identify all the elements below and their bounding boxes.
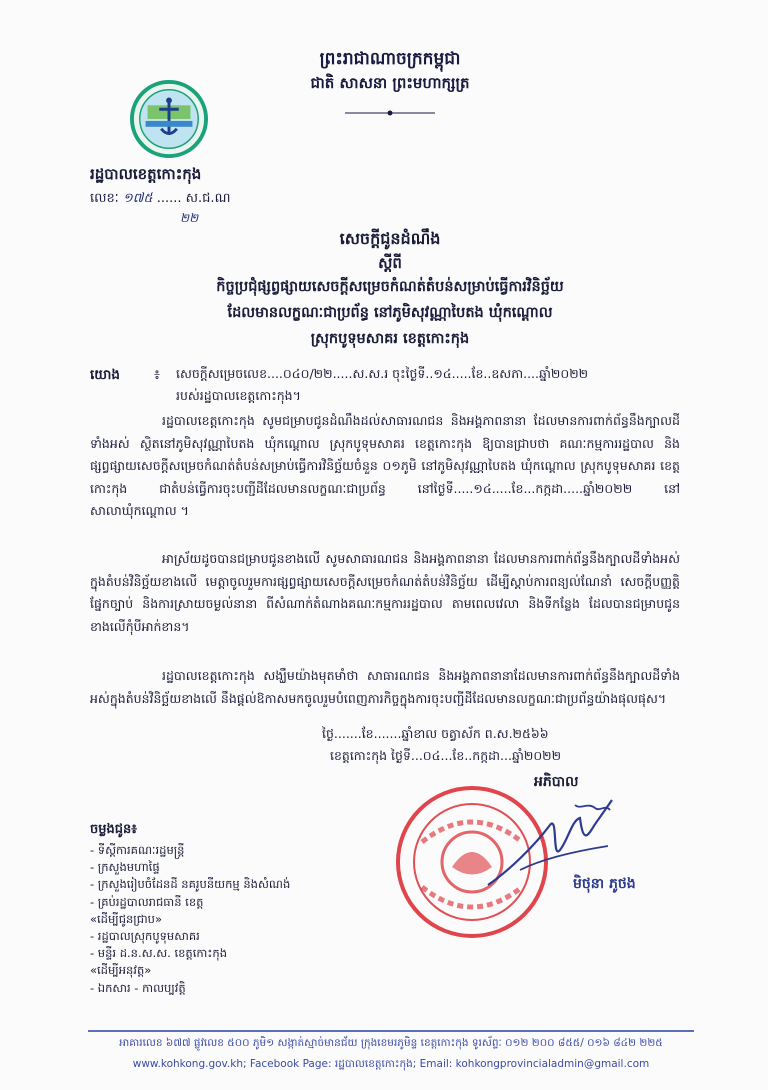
notice-about: ស្តីពី: [378, 254, 402, 272]
body-paragraph-3: រដ្ឋបាលខេត្តកោះកុង សង្ឃឹមយ៉ាងមុតមាំថា សាធារណជន និងអង្គភាពនានាដែលមានការពាក់ព័ន្ធនឹងក្បាលដីទាំងអស់ក្នុងតំបន់វិនិច្ឆ័យខាងលើ នឹងផ្តល់ឱកាសមកចូលរួមបំពេញភារកិច្ចក្នុងការចុះបញ្ជីដីដែលមានលក្ខណៈជាប្រព័ន្ធយ៉ាងផុលផុស។: [90, 668, 680, 706]
reference-line1: សេចក្តីសម្រេចលេខ....០៤០/២២.....ស.ស.រ ចុះថ្ងៃទី..១៤.....ខែ..ឧសភា....ឆ្នាំ២០២២: [176, 366, 589, 381]
body-paragraph-2: អាស្រ័យដូចបានជម្រាបជូនខាងលើ សូមសាធារណជន និងអង្គភាពនានា ដែលមានការពាក់ព័ន្ធនឹងក្បាលដីទាំងអស់ក្នុងតំបន់វិនិច្ឆ័យខាងលើ មេត្តាចូលរួមការផ្សព្វផ្សាយសេចក្តីសម្រេចកំណត់តំបន់វិនិច្ឆ័យ ដើម្បីស្តាប់ការពន្យល់ណែនាំ សេចក្តីបញ្ញត្តិផ្នែកច្បាប់ និងការស្រាយចម្ងល់នានា ពីសំណាក់តំណាងគណៈកម្មការរដ្ឋបាល តាមពេលវេលា និងទីកន្លែង ដែលបានជម្រាបជូនខាងលើកុំបីអាក់ខាន។: [90, 551, 680, 634]
reference-colon: ៖: [154, 367, 160, 383]
notice-title: សេចក្តីជូនដំណឹង: [339, 229, 441, 248]
reference-number: លេខៈ ១៧៥ ...... ស.ជ.ណ: [90, 191, 231, 206]
signatory-name: មិថុនា ភូថង: [573, 876, 636, 892]
signatory-title: អភិបាល: [534, 774, 579, 790]
ref-suffix: ស.ជ.ណ: [185, 191, 231, 206]
recipient-item: - ឯកសារ - កាលប្បវត្តិ: [90, 980, 186, 995]
notice-subject-line2: ដែលមានលក្ខណៈជាប្រព័ន្ធ នៅភូមិសុវណ្ណាបៃតង ឃុំកណ្តោល: [227, 304, 553, 321]
reference-line2: របស់រដ្ឋបាលខេត្តកោះកុង។: [176, 388, 301, 403]
national-motto: ជាតិ សាសនា ព្រះមហាក្សត្រ: [310, 74, 470, 92]
ref-sub-handwritten: ២២: [180, 211, 199, 225]
notice-subject-line3: ស្រុកបូទុមសាគរ ខេត្តកោះកុង: [310, 330, 470, 347]
ornament-divider: [345, 108, 435, 118]
sender-admin-name: រដ្ឋបាលខេត្តកោះកុង: [90, 165, 202, 183]
footer-address: អាគារលេខ ៦៧៧ ផ្លូវលេខ ៥០០ ភូមិ១ សង្កាត់ស្មាច់មានជ័យ ក្រុងខេមរភូមិន្ទ ខេត្តកោះកុង ទូរស័ព្ទៈ ០១២ ២០០ ៨៥៥/ ០១៦ ៨៤២ ២២៥: [119, 1037, 663, 1049]
notice-subject-line1: កិច្ចប្រជុំផ្សព្វផ្សាយសេចក្តីសម្រេចកំណត់តំបន់សម្រាប់ធ្វើការវិនិច្ឆ័យ: [216, 278, 564, 295]
recipient-item: - រដ្ឋបាលស្រុកបូទុមសាគរ: [90, 929, 200, 944]
recipient-item: - ទីស្តីការគណៈរដ្ឋមន្ត្រី: [90, 843, 185, 857]
body-paragraph-1: រដ្ឋបាលខេត្តកោះកុង សូមជម្រាបជូនដំណឹងដល់សាធារណជន និងអង្គភាពនានា ដែលមានការពាក់ព័ន្ធនឹងក្បាលដីទាំងអស់ ស្ថិតនៅភូមិសុវណ្ណាបៃតង ឃុំកណ្តោល ស្រុកបូទុមសាគរ ខេត្តកោះកុង ឱ្យបានជ្រាបថា គណៈកម្មការរដ្ឋបាល និងផ្សព្វផ្សាយសេចក្តីសម្រេចកំណត់តំបន់សម្រាប់ធ្វើការវិនិច្ឆ័យចំនួន ០១ភូមិ នៅភូមិសុវណ្ណាបៃតង ឃុំកណ្តោល ស្រុកបូទុមសាគរ ខេត្តកោះកុង ជាតំបន់ធ្វើការចុះបញ្ជីដីដែលមានលក្ខណៈជាប្រព័ន្ធ នៅថ្ងៃទី.....១៤.....ខែ...កក្កដា.....ឆ្នាំ២០២២ នៅសាលាឃុំកណ្តោល ។: [90, 413, 680, 518]
recipient-item: «ដើម្បីជូនជ្រាប»: [90, 911, 163, 926]
recipients-title: ចម្លងជូន៖: [90, 822, 137, 837]
recipient-item: - ក្រសួងរៀបចំដែនដី នគរូបនីយកម្ម និងសំណង់: [90, 877, 291, 892]
provincial-logo: [130, 80, 208, 158]
recipient-item: «ដើម្បីអនុវត្ត»: [90, 963, 152, 978]
recipients-list: [90, 842, 290, 997]
solar-date: ខេត្តកោះកុង ថ្ងៃទី...០៤...ខែ..កក្កដា...ឆ្នាំ២០២២: [330, 748, 562, 763]
recipient-item: - មន្ទីរ ដ.ន.ស.ស. ខេត្តកោះកុង: [90, 946, 227, 961]
footer-divider: [88, 1030, 694, 1032]
ref-handwritten: ១៧៥: [122, 191, 153, 206]
reference-label: យោង: [90, 367, 120, 383]
lunar-date: ថ្ងៃ.......ខែ.......ឆ្នាំខាល ចត្វាស័ក ព.ស.២៥៦៦: [322, 726, 549, 741]
recipient-item: - គ្រប់រដ្ឋបាលរាជធានី ខេត្ត: [90, 894, 204, 909]
footer-contacts: www.kohkong.gov.kh; Facebook Page: រដ្ឋបាលខេត្តកោះកុង; Email: kohkongprovincialadmin@gmail.com: [132, 1058, 650, 1070]
ref-prefix: លេខៈ: [90, 191, 119, 206]
recipient-item: - ក្រសួងមហាផ្ទៃ: [90, 860, 160, 875]
kingdom-title: ព្រះរាជាណាចក្រកម្ពុជា: [319, 49, 461, 69]
